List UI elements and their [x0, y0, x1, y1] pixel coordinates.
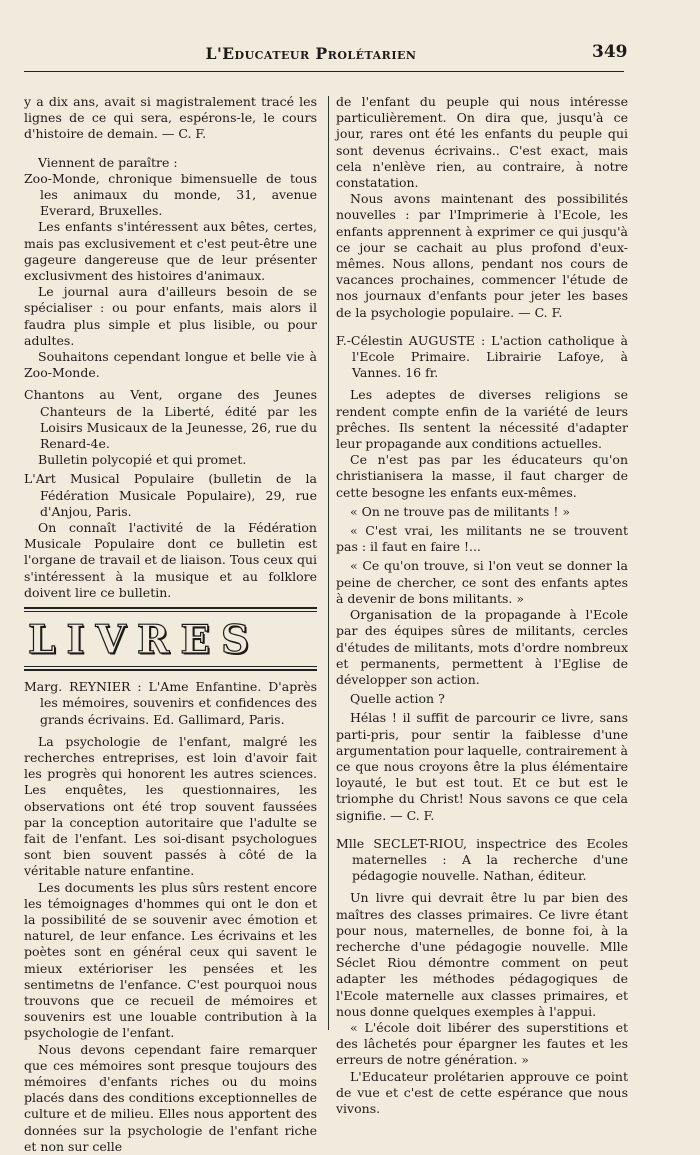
quote: « Ce qu'on trouve, si l'on veut se donner la peine de chercher, ce sont des enfants aptes à devenir de bons militants. »	[336, 558, 628, 606]
paragraph: Le journal aura d'ailleurs besoin de se spécialiser : ou pour enfants, mais alors il faudra plus simple et plus lisible, ou pour adultes.	[24, 284, 317, 348]
paragraph: Les adeptes de diverses religions se rendent compte enfin de la variété de leurs prêches. Ils sentent la nécessité d'adapter leur propagande aux conditions actuelles.	[336, 387, 628, 452]
paragraph: Nous avons maintenant des possibilités nouvelles : par l'Imprimerie à l'Ecole, les enfants apprennent à exprimer ce qui jusqu'à ce jour se cachait au plus profond d'eux-mêmes. Nous allons, pendant nos cours de vacances prochaines, commencer l'étude de nos journaux d'enfants pour jeter les bases de la psychologie populaire. — C. F.	[336, 191, 628, 320]
page-number: 349	[592, 42, 628, 62]
paragraph: de l'enfant du peuple qui nous intéresse particulièrement. On dira que, jusqu'à ce jour, rares ont été les enfants du peuple qui sont devenus écrivains.. C'est exact, mais cela n'enlève rien, au contraire, à notre constatation.	[336, 94, 628, 191]
paragraph: Bulletin polycopié et qui promet.	[38, 452, 247, 468]
paragraph: Les documents les plus sûrs restent encore les témoignages d'hommes qui ont le don et la possibilité de se souvenir avec émotion et naturel, de leur enfance. Les écrivains et les poètes sont en général ceux qui savent le mieux extérioriser les pensées et les sentimetns de l'enfance. C'est pourquoi nous trouvons que ce recueil de mémoires et souvenirs est une louable contribution à la psychologie de l'enfant.	[24, 879, 317, 1041]
paragraph: Organisation de la propagande à l'Ecole par des équipes sûres de militants, cercles d'études de militants, mots d'ordre nombreux et permanents, permettent à l'Eglise de développer son action.	[336, 607, 628, 687]
quote: « L'école doit libérer des superstitions et des lâchetés pour épargner les fautes et les erreurs de notre génération. »	[336, 1019, 628, 1068]
header-rule	[24, 71, 624, 72]
paragraph: Nous devons cependant faire remarquer que ces mémoires sont presque toujours des mémoires d'enfants riches ou du moins placés dans des conditions exceptionnelles de culture et de milieu. Elles nous apportent des données sur la psychologie de l'enfant riche et non sur celle	[24, 1041, 317, 1154]
paragraph: Hélas ! il suffit de parcourir ce livre, sans parti-pris, pour sentir la faiblesse d'une argumentation pour laquelle, contrairement à ce que nous croyons être la plus élémentaire loyauté, le but est tout. Et ce but est le triomphe du Christ! Nous savons ce que cela signifie. — C. F.	[336, 710, 628, 823]
left-column	[24, 94, 317, 1155]
paragraph: La psychologie de l'enfant, malgré les recherches entreprises, est loin d'avoir fait les progrès qui honorent les autres sciences. Les enquêtes, les questionnaires, les observations ont été trop souvent faussées par la conception autoritaire que l'adulte se fait de l'enfant. Les soi-disant psychologues sont bien souvent passés à côté de la véritable nature enfantine.	[24, 733, 317, 879]
section-rule-bottom	[24, 666, 317, 671]
paragraph: Ce n'est pas par les éducateurs qu'on christianisera la masse, il faut charger de cette besogne les enfants eux-mêmes.	[336, 452, 628, 500]
review-entry-art-musical: L'Art Musical Populaire (bulletin de la Fédération Musicale Populaire), 29, rue d'Anjou, Paris.	[24, 471, 317, 519]
paragraph: Les enfants s'intéressent aux bêtes, certes, mais pas exclusivement et c'est peut-être une gageure dangereuse que de leur présenter exclusivment des histoires d'animaux.	[24, 219, 317, 284]
paragraph: Viennent de paraître :	[38, 154, 178, 170]
review-entry-zoo-monde: Zoo-Monde, chronique bimensuelle de tous les animaux du monde, 31, avenue Everard, Bruxelles.	[24, 170, 317, 219]
review-entry-chantons-au-vent: Chantons au Vent, organe des Jeunes Chanteurs de la Liberté, édité par les Loisirs Musicaux de la Jeunesse, 26, rue du Renard-4e.	[24, 387, 317, 452]
right-column	[336, 94, 628, 1117]
quote: « On ne trouve pas de militants ! »	[350, 503, 570, 519]
column-divider	[328, 96, 329, 1030]
paragraph: y a dix ans, avait si magistralement tracé les lignes de ce qui sera, espérons-le, le cours d'histoire de demain. — C. F.	[24, 94, 317, 142]
paragraph: Un livre qui devrait être lu par bien des maîtres des classes primaires. Ce livre étant pour nous, maternelles, de bonne foi, à la recherche d'une pédagogie nouvelle. Mlle Séclet Riou démontre comment on peut adapter les méthodes pédagogiques de l'Ecole maternelle aux classes primaires, et nous donne quelques exemples à l'appui.	[336, 890, 628, 1019]
review-entry-seclet-riou: Mlle SECLET-RIOU, inspectrice des Ecoles maternelles : A la recherche d'une pédagogie nouvelle. Nathan, éditeur.	[336, 835, 628, 884]
section-heading-livres: LIVRES	[28, 617, 261, 664]
review-entry-reynier: Marg. REYNIER : L'Ame Enfantine. D'après les mémoires, souvenirs et confidences des grands écrivains. Ed. Gallimard, Paris.	[24, 679, 317, 727]
quote: « C'est vrai, les militants ne se trouvent pas : il faut en faire !...	[336, 523, 628, 555]
section-rule-top	[24, 607, 317, 612]
paragraph: Souhaitons cependant longue et belle vie à Zoo-Monde.	[24, 349, 317, 381]
paragraph: On connaît l'activité de la Fédération Musicale Populaire dont ce bulletin est l'organe de travail et de liaison. Tous ceux qui s'intéressent à la musique et au folklore doivent lire ce bulletin.	[24, 520, 317, 600]
paragraph: Quelle action ?	[350, 691, 445, 707]
review-entry-auguste: F.-Célestin AUGUSTE : L'action catholique à l'Ecole Primaire. Librairie Lafoye, à Vannes. 16 fr.	[336, 332, 628, 381]
journal-title: L'Educateur Prolétarien	[205, 44, 417, 63]
paragraph: L'Educateur prolétarien approuve ce point de vue et c'est de cette espérance que nous vivons.	[336, 1068, 628, 1116]
